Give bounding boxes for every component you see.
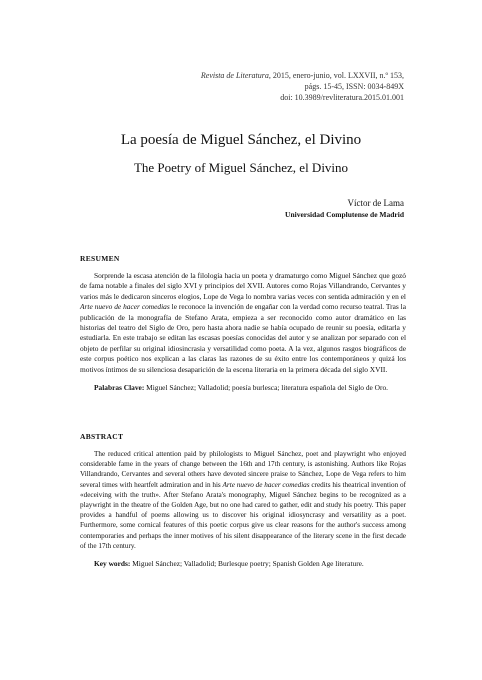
resumen-text-italic: Arte nuevo de hacer comedias (80, 302, 170, 312)
article-title-english: The Poetry of Miguel Sánchez, el Divino (133, 160, 349, 175)
abstract-heading: ABSTRACT (80, 432, 124, 441)
resumen-text-part-1: Sorprende la escasa atención de la filología hacia un poeta y dramaturgo como Miguel Sánchez que gozó de fama notable a finales del siglo XVI y principios del XVII. Autores como Rojas Villandrando, Cervantes y varios más le dedicaron sinceros elogios, Lope de Vega lo nombra varias veces con sentida admiración y en el (80, 271, 406, 301)
abstract-text-part-1: The reduced critical attention paid by philologists to Miguel Sánchez, poet and playwright who enjoyed considerable fame in the years of change between the 16th and 17th century, is astonishing. Authors like Rojas Villandrando, Cervantes and several others have devoted sincere praise to Sánchez, Lope de Vega refers to him several times with heartfelt admiration and in his (80, 450, 406, 489)
resumen-text-part-2: le reconoce la invención de engañar con la verdad como recurso teatral. Tras la publicación de la monografía de Stefano Arata, empieza a ser reconocido como autor dramático en las historias del teatro del Siglo de Oro, pero hasta ahora nadie se había ocupado de reunir su poesía, editarla y estudiarla. En este trabajo se editan las escasas poesías conocidas del autor y se analizan por separado con el objeto de perfilar su original idiosincrasia y versatilidad como poeta. A la vez, algunos rasgos biográficos de este corpus poético nos explican a las claras las razones de su éxito entre los contemporáneos y quizá los motivos íntimos de su silenciosa desaparición de la escena literaria en la primera década del siglo XVII. (80, 302, 406, 374)
resumen-heading: RESUMEN (80, 254, 120, 263)
abstract-keywords-list: Miguel Sánchez; Valladolid; Burlesque poetry; Spanish Golden Age literature. (130, 559, 364, 569)
article-title-spanish: La poesía de Miguel Sánchez, el Divino (120, 132, 362, 148)
journal-pages: págs. 15-45, ISSN: 0034-849X (304, 82, 404, 91)
resumen-keywords (80, 383, 406, 393)
journal-header (201, 70, 404, 103)
journal-name: Revista de Literatura (200, 71, 269, 80)
resumen-text (80, 271, 406, 375)
author-block (285, 197, 404, 220)
abstract-text-italic: Arte nuevo de hacer comedias (222, 480, 310, 489)
abstract-section (80, 432, 406, 569)
resumen-keywords-list: Miguel Sánchez; Valladolid; poesía burlesca; literatura española del Siglo de Oro. (144, 383, 388, 393)
journal-doi: doi: 10.3989/revliteratura.2015.01.001 (280, 93, 404, 102)
abstract-keywords-label: Key words: (94, 559, 131, 569)
resumen-section (80, 254, 406, 393)
journal-issue: , 2015, enero-junio, vol. LXXVII, n.º 153, (268, 71, 404, 80)
abstract-text (80, 449, 406, 551)
abstract-keywords (80, 559, 406, 569)
resumen-keywords-label: Palabras Clave: (94, 383, 145, 393)
author-name: Víctor de Lama (347, 198, 404, 208)
journal-line (201, 70, 404, 81)
abstract-text-part-2: credits his theatrical invention of «deceiving with the truth». After Stefano Arata's monography, Miguel Sánchez begins to be recognized as a playwright in the theatre of the Golden Age, but no one had cared to gather, edit and study his poetry. This paper provides a handful of poems allowing us to discover his original idiosyncrasy and versatility as a poet. Furthermore, some cornical features of this poetic corpus give us clear reasons for the author's success among contemporaries and perhaps the inner motives of his silent disappearance of the literary scene in the first decade of the 17th century. (80, 480, 406, 550)
author-affiliation: Universidad Complutense de Madrid (285, 210, 404, 219)
